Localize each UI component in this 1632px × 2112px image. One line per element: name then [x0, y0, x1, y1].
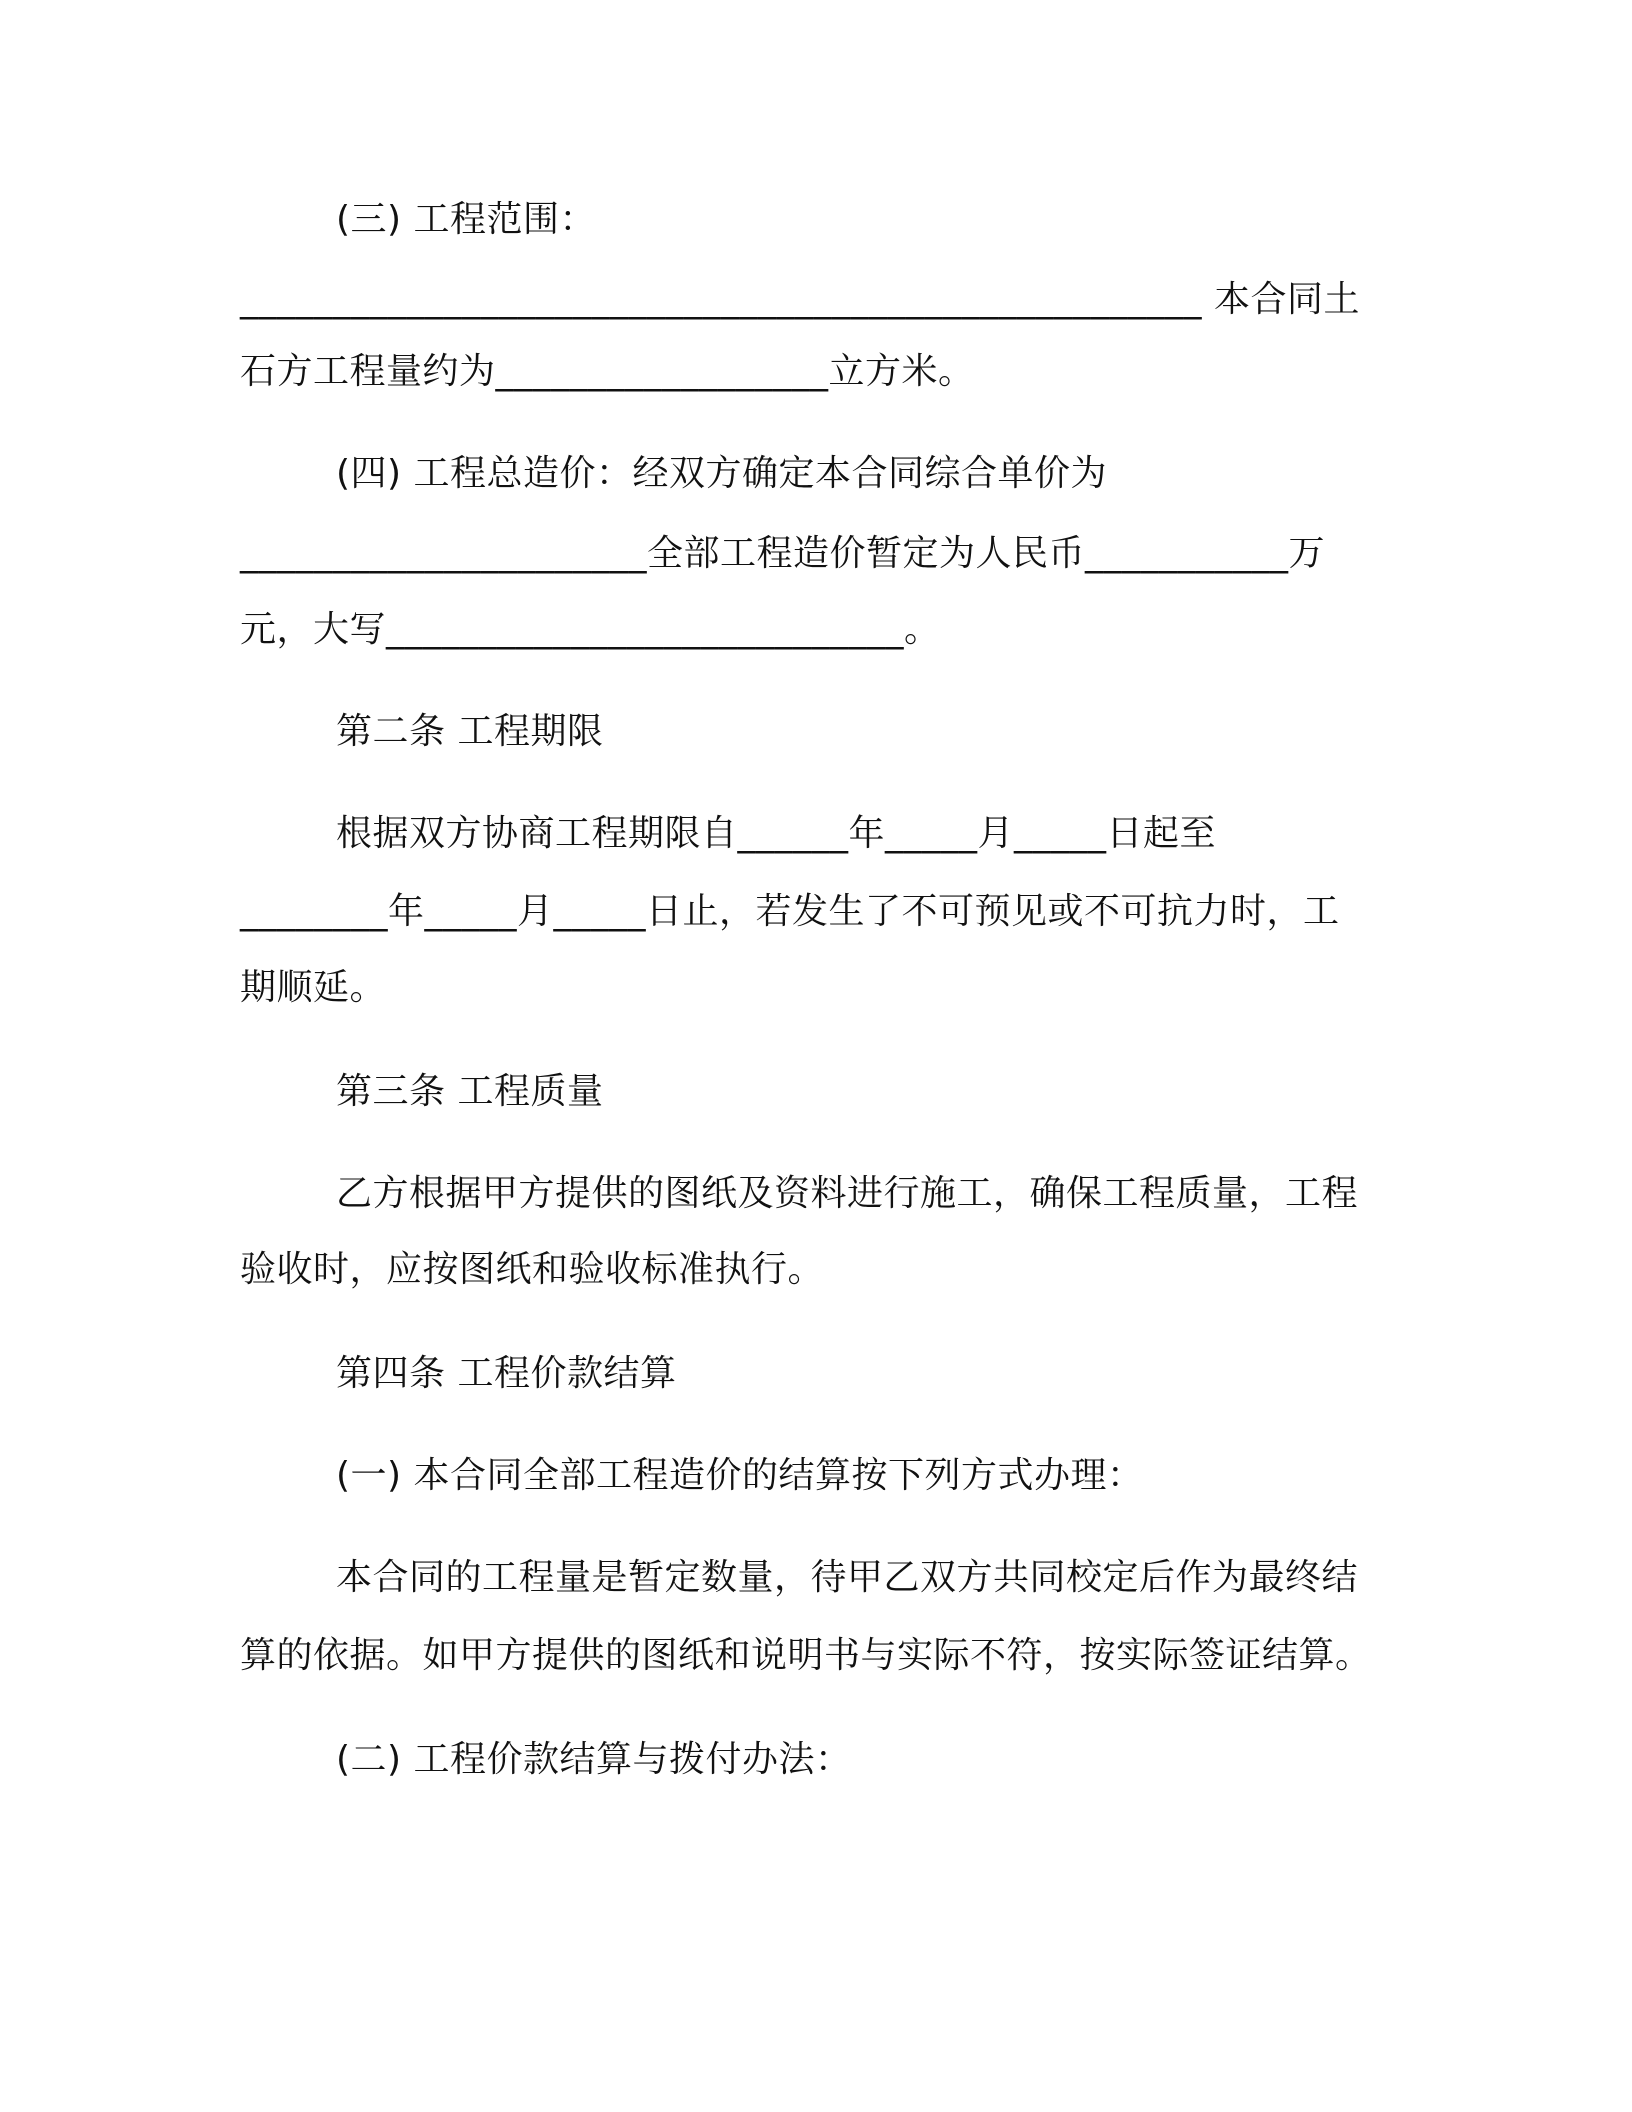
duration-start-line: 根据双方协商工程期限自______年_____月_____日起至 [336, 813, 1217, 854]
settlement-line-2: 算的依据。如甲方提供的图纸和说明书与实际不符，按实际签证结算。 [240, 1635, 1372, 1676]
article-4-heading: 第四条 工程价款结算 [336, 1353, 677, 1394]
scope-blank-line: ____________________________________________________ 本合同土 [240, 279, 1360, 320]
earthwork-volume-line: 石方工程量约为__________________立方米。 [240, 351, 975, 392]
settlement-line-1: 本合同的工程量是暂定数量，待甲乙双方共同校定后作为最终结 [336, 1557, 1359, 1598]
clause-4-total-cost-heading: (四) 工程总造价：经双方确定本合同综合单价为 [336, 453, 1108, 494]
total-cost-line: ______________________全部工程造价暂定为人民币___________万 [240, 533, 1326, 574]
article-3-heading: 第三条 工程质量 [336, 1071, 604, 1112]
quality-line-2: 验收时，应按图纸和验收标准执行。 [240, 1249, 825, 1290]
payment-method-heading: (二) 工程价款结算与拨付办法： [336, 1739, 852, 1780]
duration-extension-line: 期顺延。 [240, 967, 387, 1008]
clause-3-scope-heading: (三) 工程范围： [336, 199, 597, 240]
article-2-heading: 第二条 工程期限 [336, 711, 604, 752]
quality-line-1: 乙方根据甲方提供的图纸及资料进行施工，确保工程质量，工程 [336, 1173, 1359, 1214]
duration-end-line: ________年_____月_____日止，若发生了不可预见或不可抗力时，工 [240, 891, 1340, 932]
settlement-method-heading: (一) 本合同全部工程造价的结算按下列方式办理： [336, 1455, 1144, 1496]
total-cost-uppercase-line: 元，大写____________________________。 [240, 609, 941, 650]
